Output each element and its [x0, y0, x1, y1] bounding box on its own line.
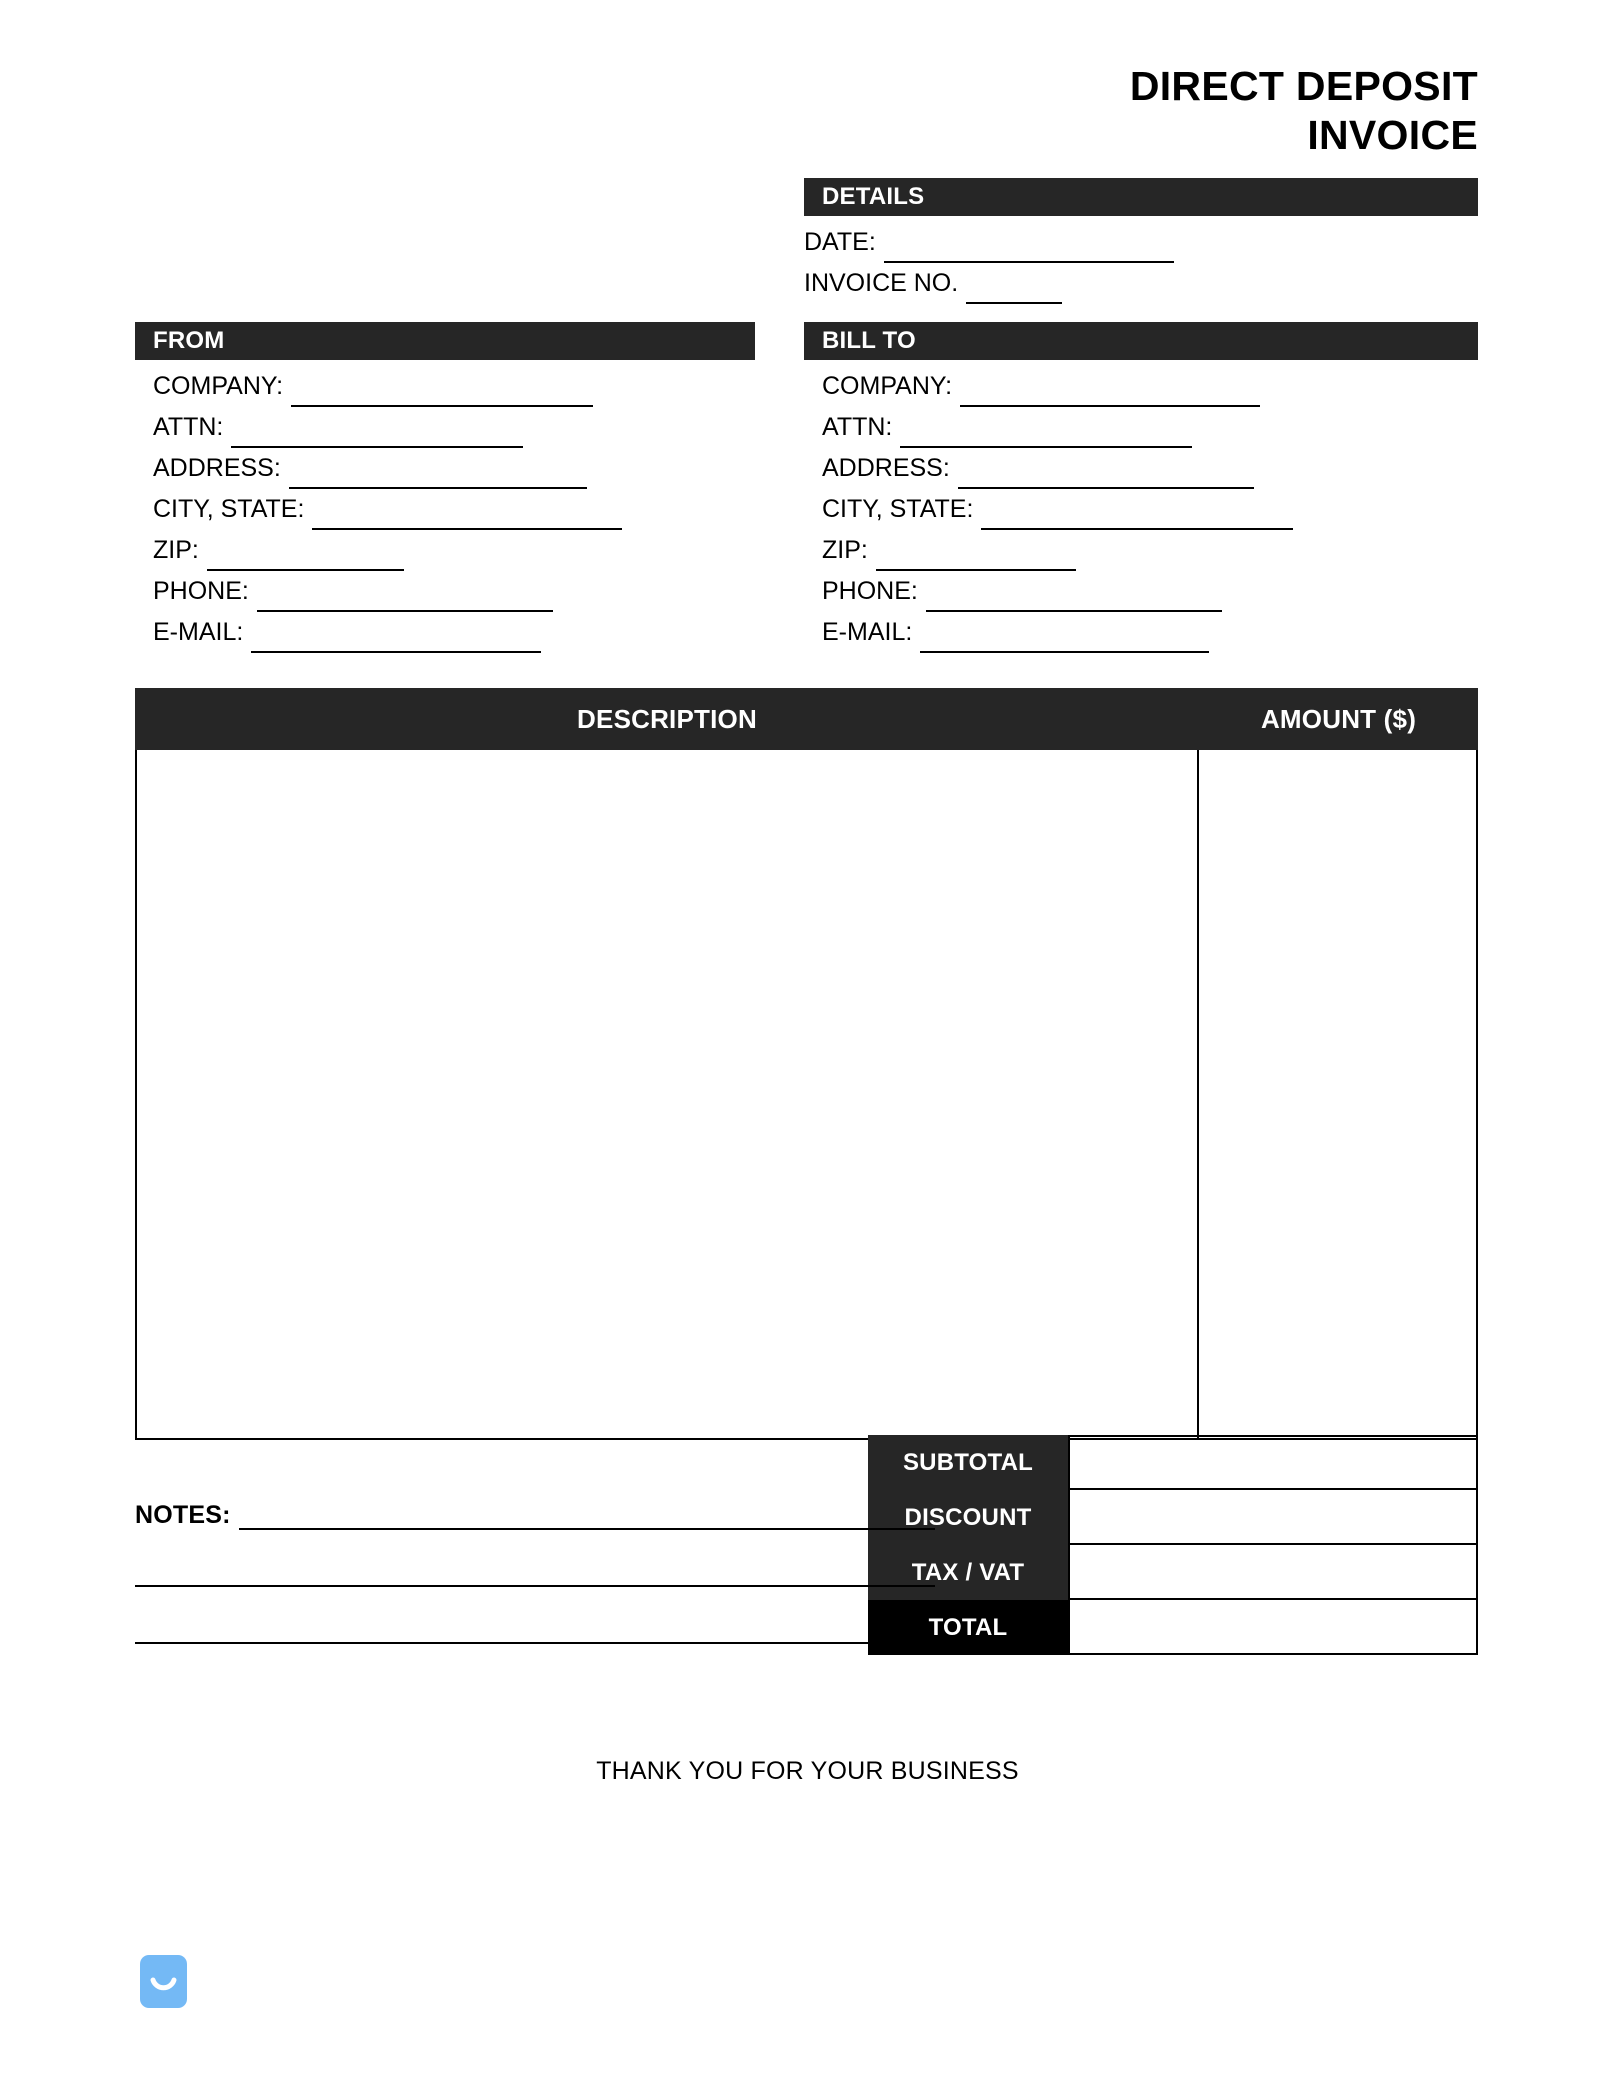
notes-input-line[interactable]	[135, 1587, 935, 1644]
total-value[interactable]	[1068, 1600, 1478, 1655]
title-line-2: INVOICE	[1307, 112, 1478, 158]
bill-to-header-label: BILL TO	[822, 327, 916, 354]
smile-logo	[140, 1955, 187, 2008]
notes-first-line	[135, 1500, 935, 1530]
total-row	[868, 1435, 1478, 1490]
field-label: ADDRESS:	[153, 454, 281, 482]
field-label: ATTN:	[153, 413, 224, 441]
details-header	[804, 178, 1478, 216]
field-row	[135, 612, 755, 653]
field-row	[804, 448, 1478, 489]
notes-input-line[interactable]	[135, 1530, 935, 1587]
field-label: INVOICE NO.	[804, 269, 959, 297]
field-label: E-MAIL:	[822, 618, 913, 646]
field-row	[804, 612, 1478, 653]
total-row	[868, 1490, 1478, 1545]
field-label: CITY, STATE:	[153, 495, 305, 523]
field-input-line[interactable]	[876, 539, 1076, 571]
notes-block	[135, 1500, 935, 1644]
field-input-line[interactable]	[884, 231, 1174, 263]
total-row	[868, 1545, 1478, 1600]
field-input-line[interactable]	[960, 375, 1260, 407]
field-row	[135, 489, 755, 530]
notes-input-line[interactable]	[239, 1500, 935, 1530]
total-label: TAX / VAT	[868, 1545, 1068, 1600]
field-row	[804, 366, 1478, 407]
field-row	[804, 263, 1478, 304]
column-header-description: DESCRIPTION	[577, 703, 757, 734]
field-label: ATTN:	[822, 413, 893, 441]
field-label: E-MAIL:	[153, 618, 244, 646]
bill-to-fields	[804, 366, 1478, 653]
footer-message: THANK YOU FOR YOUR BUSINESS	[596, 1757, 1019, 1785]
field-label: COMPANY:	[822, 372, 953, 400]
field-input-line[interactable]	[966, 272, 1062, 304]
field-row	[804, 222, 1478, 263]
total-label: TOTAL	[868, 1600, 1068, 1655]
field-input-line[interactable]	[312, 498, 622, 530]
from-header	[135, 322, 755, 360]
items-table-body	[135, 750, 1478, 1440]
field-input-line[interactable]	[900, 416, 1192, 448]
field-row	[135, 366, 755, 407]
items-table	[135, 688, 1478, 1440]
field-input-line[interactable]	[920, 621, 1209, 653]
from-header-label: FROM	[153, 327, 225, 354]
field-input-line[interactable]	[926, 580, 1222, 612]
totals-block	[868, 1435, 1478, 1655]
field-label: CITY, STATE:	[822, 495, 974, 523]
field-row	[804, 530, 1478, 571]
from-fields	[135, 366, 755, 653]
total-label: SUBTOTAL	[868, 1435, 1068, 1490]
field-row	[135, 448, 755, 489]
total-label: DISCOUNT	[868, 1490, 1068, 1545]
document-title	[135, 62, 1478, 160]
notes-label: NOTES:	[135, 1501, 231, 1529]
total-value[interactable]	[1068, 1545, 1478, 1600]
total-value[interactable]	[1068, 1490, 1478, 1545]
field-row	[135, 571, 755, 612]
title-line-1: DIRECT DEPOSIT	[1129, 63, 1478, 109]
field-input-line[interactable]	[231, 416, 523, 448]
amount-entry-area[interactable]	[1199, 750, 1476, 1438]
field-input-line[interactable]	[251, 621, 541, 653]
field-label: PHONE:	[153, 577, 249, 605]
total-value[interactable]	[1068, 1435, 1478, 1490]
field-label: PHONE:	[822, 577, 918, 605]
column-header-amount: AMOUNT ($)	[1260, 703, 1417, 734]
field-label: ZIP:	[822, 536, 868, 564]
description-entry-area[interactable]	[137, 750, 1199, 1438]
field-input-line[interactable]	[981, 498, 1293, 530]
items-table-header	[135, 688, 1478, 750]
field-input-line[interactable]	[291, 375, 593, 407]
field-input-line[interactable]	[958, 457, 1254, 489]
field-label: DATE:	[804, 228, 876, 256]
field-input-line[interactable]	[257, 580, 553, 612]
field-label: ZIP:	[153, 536, 199, 564]
field-row	[804, 571, 1478, 612]
field-input-line[interactable]	[207, 539, 404, 571]
field-label: COMPANY:	[153, 372, 284, 400]
field-row	[804, 489, 1478, 530]
field-row	[135, 407, 755, 448]
field-row	[804, 407, 1478, 448]
details-header-label: DETAILS	[822, 183, 925, 210]
field-label: ADDRESS:	[822, 454, 950, 482]
total-row	[868, 1600, 1478, 1655]
field-row	[135, 530, 755, 571]
details-fields	[804, 222, 1478, 304]
field-input-line[interactable]	[289, 457, 587, 489]
bill-to-header	[804, 322, 1478, 360]
